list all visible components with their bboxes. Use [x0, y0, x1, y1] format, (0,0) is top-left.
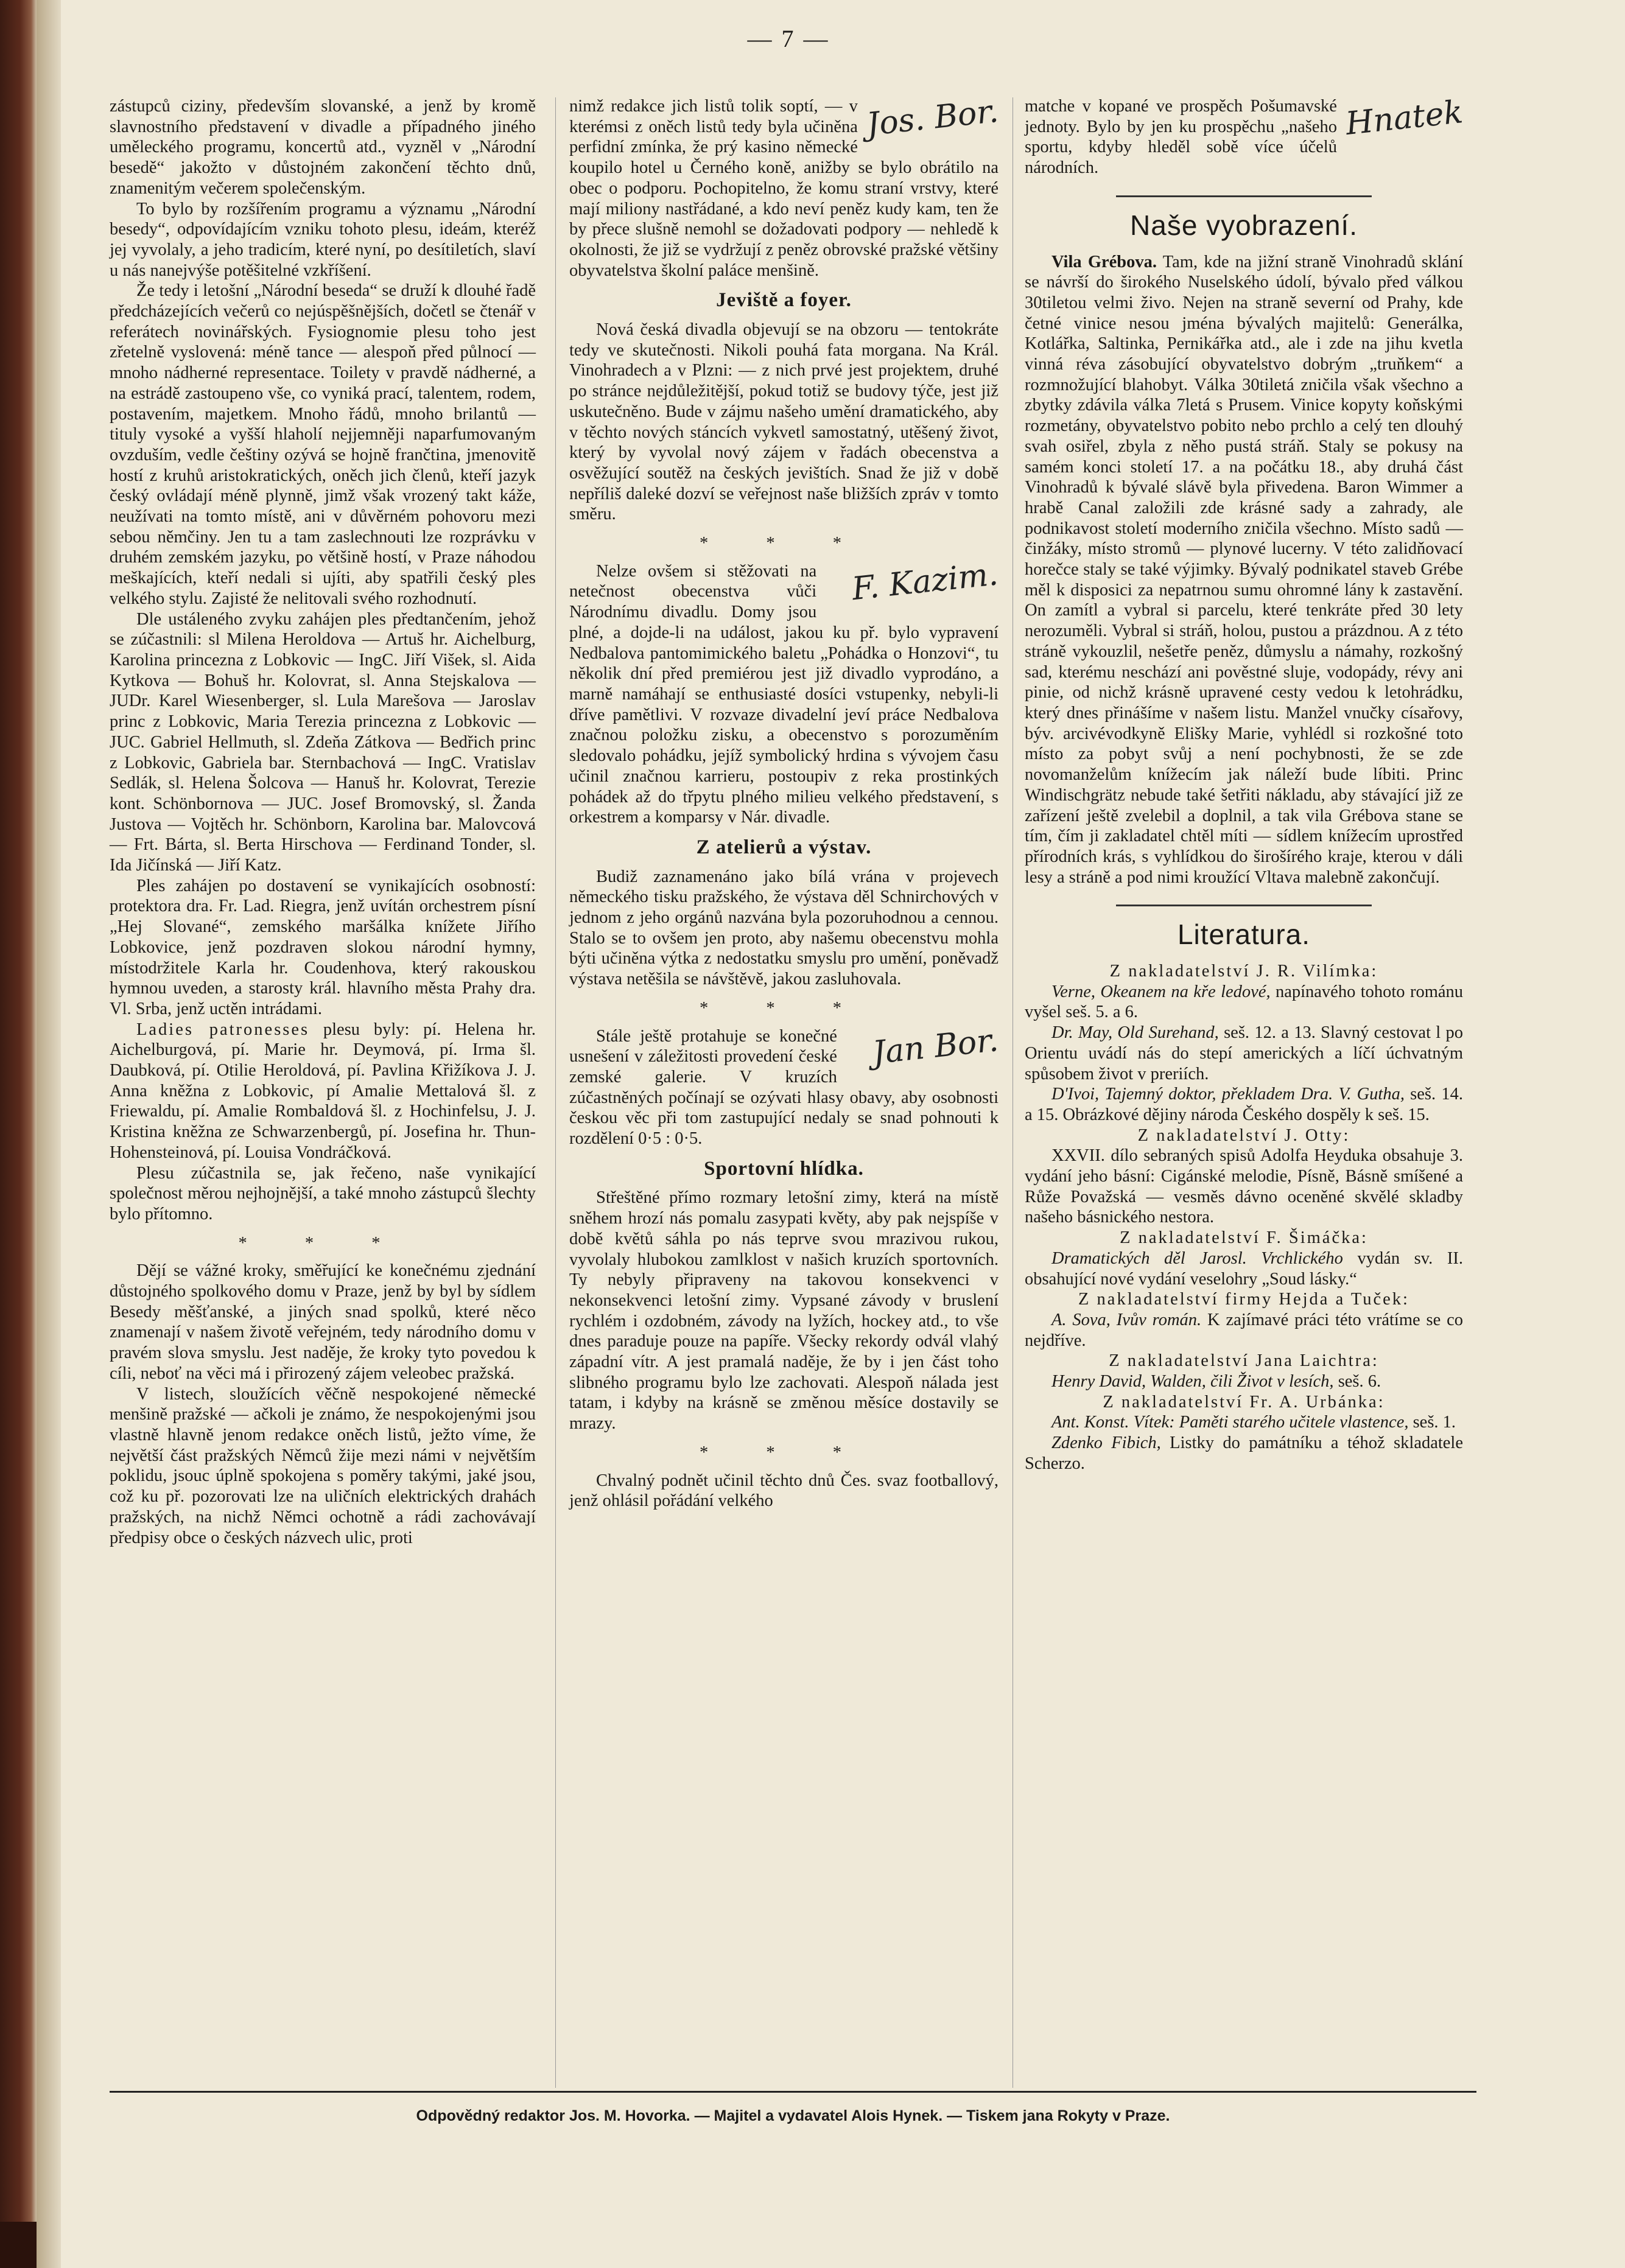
paragraph: Že tedy i letošní „Národní beseda“ se druží k dlouhé řadě předcházejících večerů co nejúspěšnějších, dočetl se čtenář v referátech novinářských. Fysiognomie plesu toho jest zřetelně vyslovená: méně tance — alespoň před půlnocí — mnoho nádherné representace. Toilety v pravdě nádherné, a na estrádě zastoupeno vše, co vyniká prací, talentem, rodem, postavením, majetkem. Mnoho řádů, mnoho brilantů — tituly vysoké a vyšší hlaholí nejjemněji naparfumovaným ovzduším, vedle češtiny ozývá se hojně frančtina, jmenovitě hostí z kruhů aristokratických, oněch jich členů, kteří jazyk český ovládají méně plynně, jimž však vrozený takt káže, neužívati na tomto místě, ani v důvěrném pohovoru mezi sebou němčiny. Jen tu a tam zaslechnouti lze rozprávku v druhém zemském jazyku, po většině hostí, v Praze náhodou meškajících, kteří nedali si ujíti, aby spatřili český ples velkého stylu. Zajisté že nelitovali svého rozhodnutí. — [110, 281, 536, 608]
section-heading-theatre: Jeviště a foyer. — [716, 289, 852, 312]
literature-title: A. Sova, Ivův román. — [1051, 1310, 1202, 1329]
section-stars: * * * — [700, 1443, 868, 1462]
page-number: — 7 — — [747, 25, 830, 52]
paragraph-text: Tam, kde na jižní straně Vinohradů sklání se návrší do širokého Nuselského údolí, bývalo před válkou 30tiletou velmi živo. Nejen na straně severní od Prahy, kde četné vinice nesou jména bývalých majitelů: Generálka, Kotlářka, Saltinka, Pernikářka atd., ale i zde na jihu kvetla vinná réva zásobující obyvatelstvo dobrým „truňkem“ a rozmnožující blahobyt. Válka 30tiletá zničila však všechno a zbytky zdávila válka 7letá s Prusem. Vinice kopyty koňskými rozmetány, obyvatelstvo pobito nebo prchlo a celý ten dlouhý svah osiřel, zbyla z něho pustá stráň. Staly se pokusy na samém konci století 17. a na počátku 18., aby druhá část Vinohradů k bývalé slávě byla přivedena. Baron Wimmer a hrabě Canal založili zde krásné sady a zahrady, ale podnikavost století moderního zničila všechno. Místo sadů — činžáky, místo stromů — plynové lucerny. V této zalidňovací horečce staly se také výjimky. Bývalý podnikatel staveb Grébe měl k disposici za nepatrnou sumu ohromné lány k zastavění. On zamítl a vybral si parcelu, které tenkráte před 30 lety nerozuměli. Vybral si stráň, holou, pustou a prázdnou. A z této stráně vykouzlil, nešetře peněz, důmyslu a námahy, rozkošný sad, kterému neschází ani pověstné sluje, vodopády, révy ani pinie, od nichž krásně upravené cesty vedou k letohrádku, který dnes přinášíme v našem listu. Manžel vnučky císařovy, býv. arcivévodkyně Elišky Marie, vyhlédl si rozkošné toto místo za pobyt svůj a není pochybnosti, že se zde novomanželům knížecím jak náleží bude líbiti. Princ Windischgrätz nebude také šetřiti nákladu, aby stávající již ze zařízení ještě zvelebil a doplnil, a tak vila Grébova stane se tím, čím ji zakladatel chtěl míti — sídlem knížecím uprostřed přírodních krás, s vyhlídkou do širošírého kraje, kterou v dáli lesy a stráně a pod nimi kroužící Vltava malebně zakončují. — [1025, 252, 1464, 887]
footer-rule — [110, 2091, 1476, 2093]
literature-title: Henry David, Walden, čili Život v lesích, — [1051, 1372, 1334, 1391]
paragraph: Ples zahájen po dostavení se vynikajících osobností: protektora dra. Fr. Lad. Riegra, jenž uvítán orchestrem písní „Hej Slované“, zemského maršálka knížete Jiřího Lobkovice, jenž pozdraven slokou národní hymny, místodržitele Karla hr. Coudenhova, který rakouskou hymnou uveden, a starosty král. hlavního města Prahy dra. Vl. Srba, jenž uctěn intrádami. — [110, 876, 536, 1018]
paragraph — [110, 1020, 536, 1163]
paragraph: Plesu zúčastnila se, jak řečeno, naše vynikající společnost měrou nejhojnější, a také mnoho zástupců šlechty bylo přítomno. — [110, 1163, 536, 1223]
column-divider — [555, 97, 556, 2088]
section-stars: * * * — [700, 998, 868, 1018]
paragraph — [569, 93, 1000, 281]
paragraph — [1025, 252, 1463, 888]
literature-title: Ant. Konst. Vítek: Paměti starého učitele vlastence, — [1051, 1413, 1409, 1432]
spaced-term: Ladies patronesses — [136, 1020, 310, 1039]
literature-text: XXVII. dílo sebraných spisů Adolfa Heyduka obsahuje 3. vydání jeho básní: Cigánské melodie, Písně, Básně smíšené a Růže Považská — vesměs dávno oceněné skvělé skladby našeho básnického nestora. — [1025, 1146, 1463, 1227]
divider — [1116, 195, 1372, 197]
literature-text: K zajímavé práci této vrátíme se co nejdříve. — [1025, 1310, 1463, 1350]
column-1 — [110, 96, 536, 1548]
literature-title: Zdenko Fibich, — [1051, 1433, 1161, 1453]
paragraph: Dle ustáleného zvyku zahájen ples předtančením, jehož se zúčastnili: sl Milena Heroldova — Artuš hr. Aichelburg, Karolina princezna z Lobkovic — IngC. Jiří Višek, sl. Aida Kytkova — Bohuš hr. Kolovrat, sl. Anna Stejskalova — JUDr. Karel Wiesenberger, sl. Lula Marešova — Jaroslav princ z Lobkovic, Maria Terezia princezna z Lobkovic — JUC. Gabriel Hellmuth, sl. Zdeňa Zátkova — Bedřich princ z Lobkovic, Gabriela bar. Sternbachová — IngC. Vratislav Sedlák, sl. Helena Šolcova — Hanuš hr. Kolovrat, Terezie kont. Schönbornova — JUC. Josef Bromovský, sl. Žanda Justova — Vojtěch hr. Schönborn, Karolina bar. Malovcová — Frt. Bárta, sl. Berta Hirschova — Ferdinand Tonder, sl. Ida Jičínská — Jiří Katz. — [110, 609, 536, 875]
section-stars: * * * — [238, 1233, 407, 1253]
literature-publisher: Z nakladatelství Fr. A. Urbánka: — [1103, 1392, 1385, 1412]
divider — [1116, 905, 1372, 906]
signature-4: Hnatek — [1344, 94, 1465, 142]
binding-corner — [0, 2222, 37, 2268]
paragraph: To bylo by rozšířením programu a významu „Národní besedy“, odpovídajícím vzniku tohoto plesu, ideám, kteréž jej vyvolaly, a jeho tradicím, které nyní, po desítiletích, slaví u nás nanejvýše potěšitelné vzkříšení. — [110, 199, 536, 280]
paragraph-text: nimž redakce jich listů tolik soptí, — v kterémsi z oněch listů tedy byla učiněna perfidní zmínka, že prý kasino německé koupilo hotel u Černého koně, anižby se bylo obrátilo na obec o podporu. Pochopitelno, že komu straní vrstvy, které mají miliony nastřádané, a kdo neví peněz kudy kam, ten že by přece slušně nemohl se dožadovati podpory — nehledě k okolnosti, že již se vydržují z peněz obrovské pražské většiny obyvatelstva školní paláce menšině. — [569, 97, 999, 280]
paragraph — [569, 1021, 1000, 1149]
section-heading-ateliers: Z atelierů a výstav. — [696, 836, 872, 858]
signature-3: Jan Bor. — [871, 1021, 1000, 1071]
literature-entry — [1025, 1412, 1463, 1433]
literature-publisher: Z nakladatelství Jana Laichtra: — [1109, 1351, 1379, 1371]
column-3 — [1025, 96, 1463, 1474]
literature-entry — [1025, 1084, 1463, 1125]
paragraph-text: Nelze ovšem si stěžovati na netečnost obecenstva vůči Národnímu divadlu. Domy jsou plné, a dojde-li na událost, jakou ku př. bylo vypravení Nedbalova pantomimického baletu „Pohádka o Honzovi“, tu několik dní před premiérou jest již divadlo vyprodáno, a marně namáhají se enthusiasté dosíci vstupenky, nebyli-li dříve pamětlivi. V rozvaze divadelní jeví práce Nedbalova značnou položku zisku, a obecenstvo s porozuměním sledovalo pohádku, jejíž symbolický hrdina s vývojem času učinil značnou karrieru, postoupiv z reka prostinkých pohádek až do třpytu plného milieu velkého představení, s orkestrem a komparsy v Nár. divadle. — [569, 561, 999, 827]
section-heading-literature: Literatura. — [1177, 919, 1311, 951]
paragraph: Nová česká divadla objevují se na obzoru — tentokráte tedy ve skutečnosti. Nikoli pouhá fata morgana. Na Král. Vinohradech a v Plzni: — z nich prvé jest projektem, druhé po stránce nejdůležitější, pokud totiž se budovy týče, jest již uskutečněno. Bude v zájmu našeho umění dramatického, aby v těchto nových stáncích vykvetl samostatný, utěšený život, který by vyvolal nový zájem v řadách obecenstva a osvěžující soutěž na českých jevištích. Snad že již v době nepříliš daleké dozví se veřejnost naše bližších zpráv v tomto směru. — [569, 320, 999, 524]
literature-text: seš. 14. a 15. Obrázkové dějiny národa Českého dospěly k seš. 15. — [1025, 1085, 1463, 1124]
page-gutter — [37, 0, 61, 2268]
literature-title: D'Ivoi, Tajemný doktor, překladem Dra. V. Gutha, — [1051, 1085, 1405, 1104]
literature-entry — [1025, 1433, 1463, 1474]
paragraph — [569, 556, 1000, 828]
literature-entry — [1025, 1248, 1463, 1289]
paragraph-text: plesu byly: pí. Helena hr. Aichelburgová, pí. Marie hr. Deymová, pí. Irma šl. Daubková, pí. Otilie Heroldová, pí. Pavlina Křižíkova J. J. Anna kněžna z Lobkovic, pí Amalie Mettalová šl. z Friewaldu, pí. Amalie Rombaldová šl. z Hochinfelsu, J. J. Kristina kněžna ze Schwarzenbergů, pí. Josefina hr. Thun-Hohensteinová, pí. Louisa Vondráčková. — [110, 1020, 536, 1162]
paragraph: zástupců ciziny, především slovanské, a jenž by kromě slavnostního představení v divadle a případného jiného uměleckého programu, koncertů atd., vyzněl v „Národní besedě“ jakožto v důstojném zakončení těchto dnů, znamenitým večerem společenským. — [110, 97, 536, 198]
literature-entry — [1025, 982, 1463, 1023]
paragraph: Dějí se vážné kroky, směřující ke konečnému zjednání důstojného spolkového domu v Praze, jenž by byl by sídlem Besedy měšťanské, a jiných snad spolků, které něco znamenají v našem životě veřejném, tedy národního domu v pravém slova smyslu. Jest naděje, že kroky tyto povedou k cíli, neboť na věci má i přirozený zájem veleobec pražská. — [110, 1261, 536, 1383]
literature-entry — [1025, 1310, 1463, 1351]
literature-entry — [1025, 1371, 1463, 1392]
literature-title: Dramatických děl Jarosl. Vrchlického — [1051, 1248, 1343, 1268]
paragraph: Budiž zaznamenáno jako bílá vrána v projevech německého tisku pražského, že výstava děl Schnirchových v jednom z jeho orgánů nazvána byla pozoruhodnou a cennou. Stalo se to ovšem jen proto, aby našemu obecenstvu mohla býti učiněna výtka z nedostatku smyslu pro umění, poněvadž výstava netěšila se návštěvě, jakou zasluhovala. — [569, 867, 999, 989]
signature-2: F. Kazim. — [850, 556, 1000, 607]
literature-entry — [1025, 1146, 1463, 1228]
imprint-footer: Odpovědný redaktor Jos. M. Hovorka. — Majitel a vydavatel Alois Hynek. — Tiskem jana Rokyty v Praze. — [416, 2107, 1170, 2124]
literature-publisher: Z nakladatelství F. Šimáčka: — [1120, 1228, 1368, 1248]
paragraph-text: matche v kopané ve prospěch Pošumavské jednoty. Bylo by jen ku prospěchu „našeho sportu, kdyby hleděl sobě více účelů národních. — [1025, 97, 1337, 178]
paragraph: Chvalný podnět učinil těchto dnů Čes. svaz footballový, jenž ohlásil pořádání velkého — [569, 1471, 999, 1511]
literature-publisher: Z nakladatelství J. R. Vilímka: — [1109, 962, 1378, 981]
paragraph: V listech, sloužících věčně nespokojené německé menšině pražské — ačkoli je známo, že nespokojenými jsou vlastně hlavně jenom redakce oněch listů, ježto víme, že největší část pražských Němců žije mezi námi v největším poklidu, jsouc úplně spokojena s poměry takými, jaké jsou, což ku př. pozorovati lze na uličních elektrických drahách pražských, na nichž Němci ochotně a rádi zachovávají předpisy obce o českých názvech ulic, proti — [110, 1384, 536, 1547]
paragraph: Střeštěné přímo rozmary letošní zimy, která na místě sněhem hrozí nás pomalu zasypati květy, aby pak nejspíše v době květů sáhla po nás teprve svou mrazivou rukou, vyvolaly hlubokou zamlklost v našich kruzích sportovních. Ty nebyly připraveny na takovou konsekvenci v nekonsekvenci letošní zimy. Vypsané závody v bruslení rychlém i ozdobném, závody na lyžích, hockey atd., to vše dnes paraduje pouze na papíře. Všecky rekordy odvál vlahý západní vítr. A jest pramalá naděje, že by i jen část toho slibného programu bylo lze zachovati. Alespoň nálada jest tatam, i kdyby na krásně se změnou měsíce dostavily se mrazy. — [569, 1188, 999, 1433]
literature-text: seš. 1. — [1408, 1413, 1456, 1432]
paragraph — [1025, 96, 1463, 178]
literature-text: vydán sv. II. obsahující nové vydání veselohry „Soud lásky.“ — [1025, 1248, 1463, 1289]
literature-text: seš. 12. a 13. Slavný cestovat l po Orientu uvádí nás do stepí amerických a líčí úchvatným spůsobem život v preriích. — [1025, 1023, 1464, 1083]
column-2 — [569, 93, 1000, 1511]
literature-title: Verne, Okeanem na kře ledové, — [1051, 982, 1271, 1001]
literature-publisher: Z nakladatelství J. Otty: — [1137, 1125, 1350, 1145]
paragraph-text: Stále ještě protahuje se konečné usnešení v záležitosti provedení české zemské galerie. V kruzích zúčastněných počínají se ozývati hlasy obavy, aby osobnosti českou věc při tom zastupující nedaly se snad pohnouti k rozdělení 0·5 : 0·5. — [569, 1026, 999, 1149]
literature-title: Dr. May, Old Surehand, — [1051, 1023, 1219, 1043]
literature-text: Listky do památníku a téhož skladatele Scherzo. — [1025, 1433, 1463, 1473]
literature-entry — [1025, 1023, 1463, 1084]
section-stars: * * * — [700, 534, 868, 553]
literature-text: seš. 6. — [1333, 1372, 1381, 1391]
section-heading-images: Naše vyobrazení. — [1130, 209, 1358, 241]
section-heading-sport: Sportovní hlídka. — [704, 1157, 864, 1180]
literature-publisher: Z nakladatelství firmy Hejda a Tuček: — [1078, 1290, 1409, 1309]
book-binding — [0, 0, 37, 2268]
signature-1: Jos. Bor. — [865, 93, 1000, 144]
literature-text: napínavého tohoto románu vyšel seš. 5. a 6. — [1025, 982, 1464, 1022]
literature-list — [1025, 961, 1463, 1474]
villa-title: Vila Grébova. — [1051, 252, 1157, 271]
